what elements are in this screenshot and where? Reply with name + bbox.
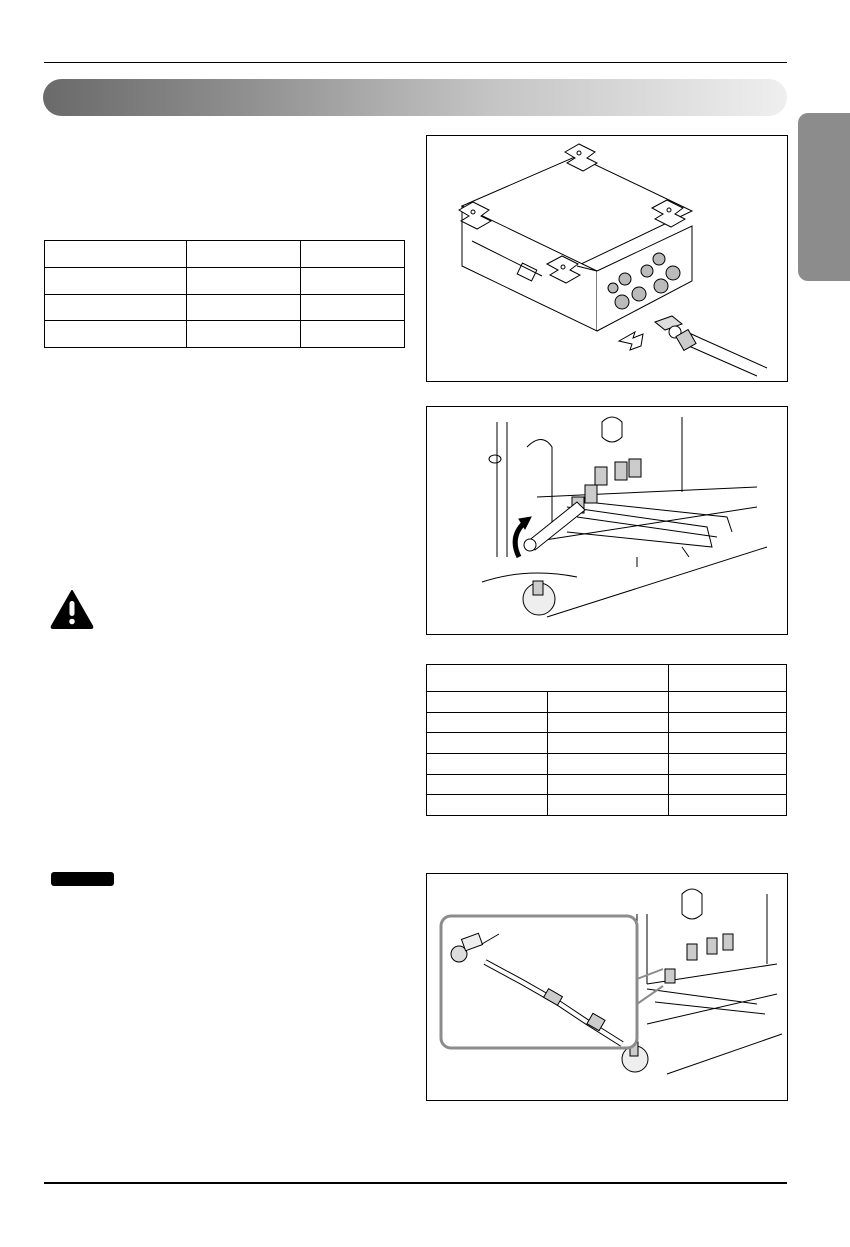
table-row	[427, 795, 787, 816]
tightening-illustration	[427, 407, 787, 634]
table-cell	[548, 795, 669, 816]
table-cell	[427, 712, 548, 733]
hose-connection-illustration	[427, 874, 787, 1100]
spec-table-right	[426, 664, 787, 816]
table-cell	[187, 321, 301, 348]
table-cell	[548, 774, 669, 795]
table-cell	[669, 774, 787, 795]
note-badge	[51, 872, 114, 886]
table-cell	[45, 241, 187, 268]
table-row	[427, 692, 787, 713]
table-cell	[45, 321, 187, 348]
table-cell	[427, 733, 548, 754]
table-row	[427, 774, 787, 795]
table-row	[45, 267, 405, 294]
figure-tightening	[426, 406, 788, 635]
table-cell	[427, 795, 548, 816]
table-cell	[301, 321, 405, 348]
table-cell	[45, 294, 187, 321]
table-cell	[427, 692, 548, 713]
table-cell	[301, 267, 405, 294]
section-banner	[43, 79, 787, 116]
table-cell	[427, 774, 548, 795]
footer-rule	[44, 1182, 787, 1184]
table-cell	[45, 267, 187, 294]
table-cell	[669, 692, 787, 713]
warning-triangle-icon	[50, 589, 94, 634]
table-row	[427, 665, 787, 692]
table-row	[45, 294, 405, 321]
table-row	[427, 753, 787, 774]
table-header-cell	[669, 665, 787, 692]
table-cell	[548, 692, 669, 713]
table-cell	[669, 795, 787, 816]
chapter-side-tab	[798, 113, 850, 281]
table-row	[427, 712, 787, 733]
spec-table-left	[44, 240, 405, 348]
table-cell	[301, 241, 405, 268]
table-row	[45, 241, 405, 268]
table-cell	[187, 241, 301, 268]
table-cell	[187, 294, 301, 321]
table-row	[427, 733, 787, 754]
table-cell	[301, 294, 405, 321]
table-row	[45, 321, 405, 348]
table-cell	[669, 753, 787, 774]
table-cell	[427, 753, 548, 774]
table-cell	[548, 753, 669, 774]
table-cell	[669, 712, 787, 733]
table-cell	[548, 733, 669, 754]
box-unit-illustration	[427, 136, 787, 381]
header-rule	[44, 62, 787, 63]
table-cell	[548, 712, 669, 733]
figure-box-unit	[426, 135, 788, 382]
figure-hose-connection	[426, 873, 788, 1101]
table-header-cell	[427, 665, 669, 692]
table-cell	[669, 733, 787, 754]
table-cell	[187, 267, 301, 294]
